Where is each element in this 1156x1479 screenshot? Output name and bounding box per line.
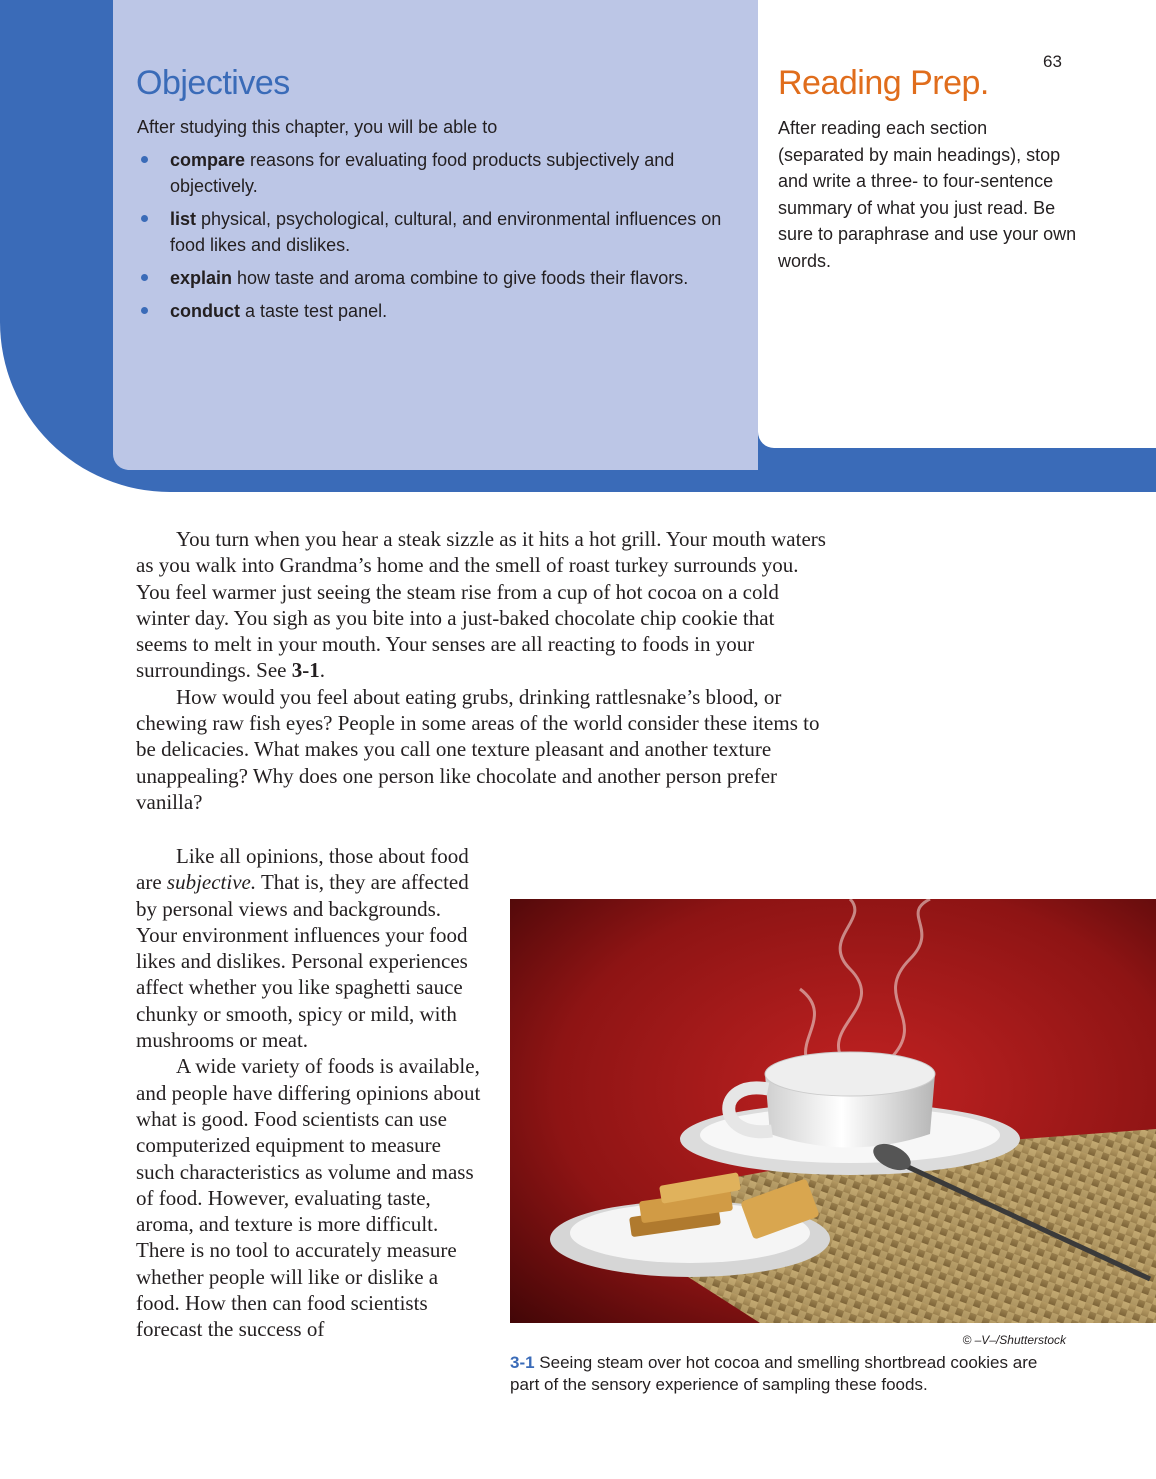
cocoa-cookies-illustration — [510, 899, 1156, 1323]
key-term: subjective. — [166, 870, 257, 895]
objective-item — [137, 206, 737, 258]
figure-reference: 3-1 — [291, 658, 320, 683]
paragraph-text: You turn when you hear a steak sizzle as it hits a hot grill. Your mouth waters as you walk into Grandma’s home and the smell of roast turkey surrounds you. You feel warmer just seeing the steam rise from a cup of hot cocoa on a cold winter day. You sigh as you bite into a just-baked chocolate chip cookie that seems to melt in your mouth. Your senses are all reacting to foods in your surroundings. See — [136, 527, 826, 683]
objectives-title: Objectives — [136, 64, 290, 102]
objectives-list — [137, 147, 737, 331]
objective-keyword: compare — [170, 150, 246, 170]
objective-text: a taste test panel. — [240, 301, 388, 321]
photo-credit: © –V–/Shutterstock — [962, 1333, 1066, 1347]
reading-prep-title: Reading Prep. — [778, 64, 989, 102]
reading-prep-text: After reading each section (separated by main headings), stop and write a three- to four-sentence summary of what you just read. Be sure to paraphrase and use your own words. — [778, 118, 1077, 271]
objectives-intro: After studying this chapter, you will be able to — [137, 117, 498, 137]
objective-item — [137, 147, 737, 199]
bullet-icon — [141, 215, 148, 222]
caption-number: 3-1 — [510, 1353, 535, 1372]
body-paragraph-4: A wide variety of foods is available, and people have differing opinions about what is good. Food scientists can use computerized equipment to measure such characteristics as volume and mass of food. However, evaluating taste, aroma, and texture is more difficult. There is no tool to accurately measure whether people will like or dislike a food. How then can food scientists forecast the success of — [136, 1054, 481, 1342]
figure-photo-hot-cocoa — [510, 899, 1156, 1323]
objective-text: how taste and aroma combine to give foods their flavors. — [232, 268, 689, 288]
body-paragraph-3 — [136, 843, 481, 1053]
bullet-icon — [141, 307, 148, 314]
objective-keyword: explain — [170, 268, 233, 288]
objective-keyword: conduct — [170, 301, 240, 321]
body-text-column — [136, 843, 481, 1343]
bullet-icon — [141, 156, 148, 163]
figure-caption — [510, 1352, 1070, 1396]
cup-rim — [765, 1052, 935, 1096]
paragraph-text: Like all opinions, those about food are — [136, 844, 469, 895]
body-paragraph-2: How would you feel about eating grubs, drinking rattlesnake’s blood, or chewing raw fish eyes? People in some areas of the world consider these items to be delicacies. What makes you call one texture pleasant and another texture unappealing? Why does one person like chocolate and another person prefer vanilla? — [136, 684, 820, 814]
objective-keyword: list — [170, 209, 197, 229]
body-text-upper — [136, 526, 826, 815]
page-number: 63 — [1043, 52, 1062, 71]
bullet-icon — [141, 274, 148, 281]
objective-text: physical, psychological, cultural, and environmental influences on food likes and dislikes. — [170, 209, 722, 255]
paragraph-text: That is, they are affected by personal views and backgrounds. Your environment influences your food likes and dislikes. Personal experiences affect whether you like spaghetti sauce chunky or smooth, spicy or mild, with mushrooms or meat. — [136, 870, 469, 1053]
body-paragraph-1 — [136, 526, 826, 684]
paragraph-end: . — [319, 658, 325, 683]
objective-item — [137, 298, 737, 324]
objective-item — [137, 265, 737, 291]
objective-text: reasons for evaluating food products subjectively and objectively. — [170, 150, 675, 196]
caption-text: Seeing steam over hot cocoa and smelling shortbread cookies are part of the sensory experience of sampling these foods. — [510, 1353, 1038, 1394]
